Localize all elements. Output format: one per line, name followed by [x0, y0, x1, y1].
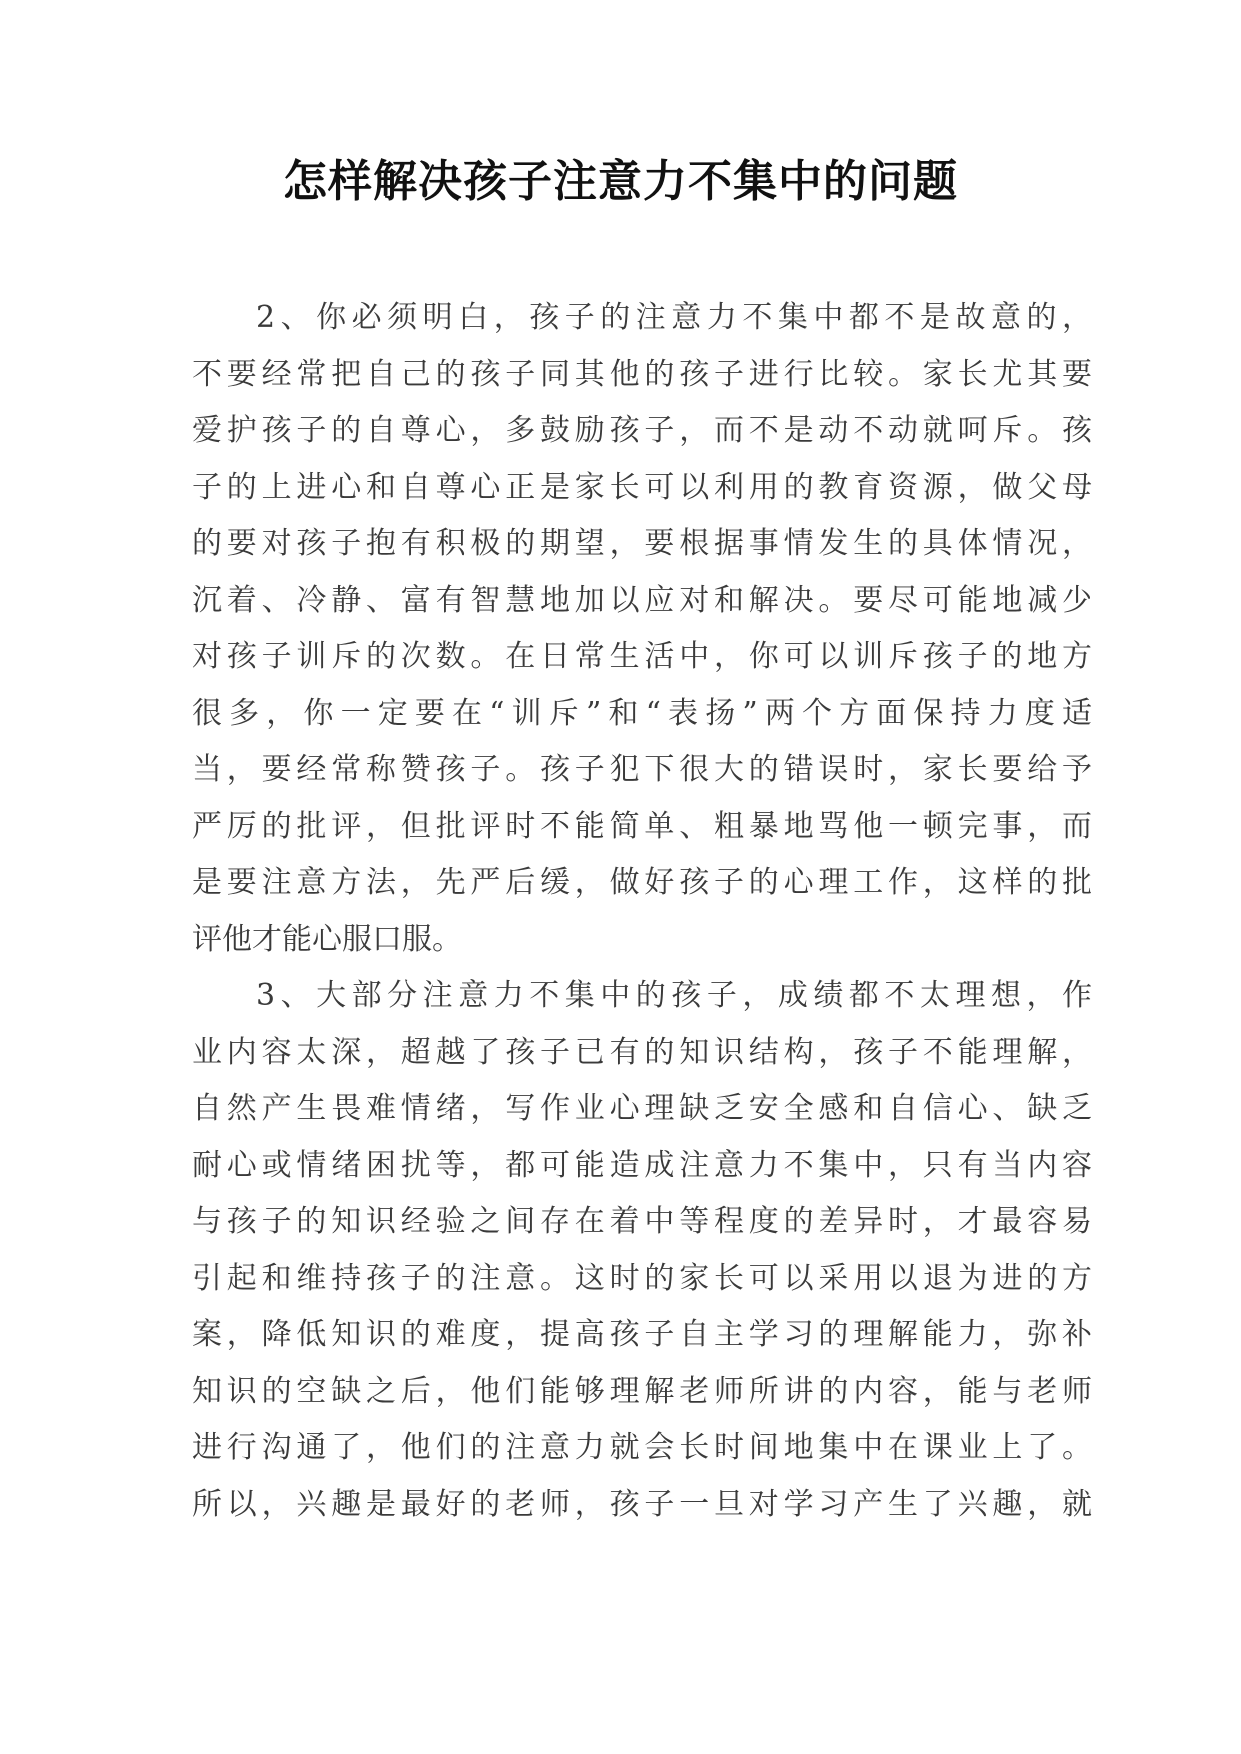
- text-line: 与孩子的知识经验之间存在着中等程度的差异时，才最容易: [192, 1204, 1092, 1239]
- text-line: 子的上进心和自尊心正是家长可以利用的教育资源，做父母: [192, 469, 1092, 505]
- text-line: 严厉的批评，但批评时不能简单、粗暴地骂他一顿完事，而: [192, 808, 1092, 844]
- text-line: 很多，你一定要在“训斥”和“表扬”两个方面保持力度适: [192, 695, 1092, 731]
- text-line: 评他才能心服口服。: [192, 921, 462, 957]
- text-line: 案，降低知识的难度，提高孩子自主学习的理解能力，弥补: [192, 1317, 1092, 1352]
- text-line: 的要对孩子抱有积极的期望，要根据事情发生的具体情况，: [192, 526, 1092, 561]
- text-line: 业内容太深，超越了孩子已有的知识结构，孩子不能理解，: [192, 1034, 1092, 1070]
- text-line: 不要经常把自己的孩子同其他的孩子进行比较。家长尤其要: [192, 356, 1092, 392]
- text-line: 所以，兴趣是最好的老师，孩子一旦对学习产生了兴趣，就: [192, 1486, 1092, 1522]
- text-line: 知识的空缺之后，他们能够理解老师所讲的内容，能与老师: [192, 1373, 1092, 1409]
- text-line: 爱护孩子的自尊心，多鼓励孩子，而不是动不动就呵斥。孩: [192, 413, 1092, 448]
- text-line: 是要注意方法，先严后缓，做好孩子的心理工作，这样的批: [192, 865, 1092, 900]
- document-title: 怎样解决孩子注意力不集中的问题: [283, 156, 958, 207]
- text-line: 耐心或情绪困扰等，都可能造成注意力不集中，只有当内容: [192, 1147, 1092, 1183]
- text-line: 2、你必须明白，孩子的注意力不集中都不是故意的，: [256, 300, 1092, 335]
- text-line: 自然产生畏难情绪，写作业心理缺乏安全感和自信心、缺乏: [192, 1091, 1092, 1126]
- text-line: 当，要经常称赞孩子。孩子犯下很大的错误时，家长要给予: [192, 752, 1092, 787]
- text-line: 3、大部分注意力不集中的孩子，成绩都不太理想，作: [256, 978, 1092, 1013]
- document-body: [192, 290, 1092, 1533]
- text-line: 沉着、冷静、富有智慧地加以应对和解决。要尽可能地减少: [192, 582, 1092, 618]
- paragraph-2: [192, 290, 1092, 968]
- paragraph-3: [192, 968, 1092, 1533]
- text-line: 引起和维持孩子的注意。这时的家长可以采用以退为进的方: [192, 1260, 1092, 1296]
- text-line: 对孩子训斥的次数。在日常生活中，你可以训斥孩子的地方: [192, 639, 1092, 674]
- text-line: 进行沟通了，他们的注意力就会长时间地集中在课业上了。: [192, 1430, 1092, 1465]
